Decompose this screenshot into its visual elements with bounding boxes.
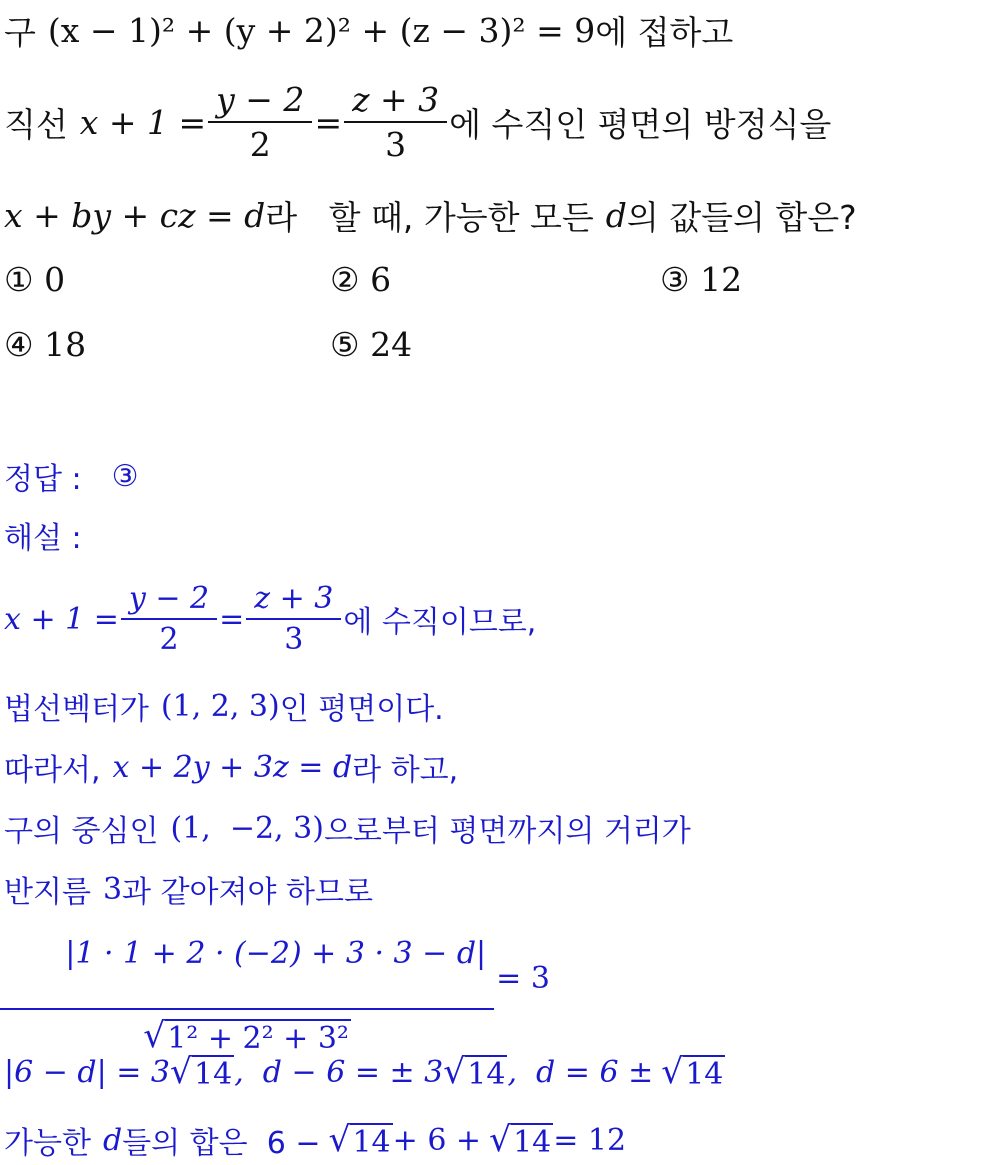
choice-mark: ③ bbox=[660, 260, 690, 299]
choice-2[interactable] bbox=[330, 260, 391, 299]
choice-value: 18 bbox=[44, 325, 87, 364]
choice-5[interactable] bbox=[330, 325, 412, 364]
radical-sign: √ bbox=[661, 1052, 684, 1092]
radicand: 14 bbox=[513, 1125, 552, 1160]
step-plus: + 6 + bbox=[392, 1122, 482, 1158]
fraction-z-numerator: z + 3 bbox=[254, 581, 334, 616]
equals-sign: = bbox=[219, 601, 245, 637]
radical-sign: √ bbox=[443, 1052, 466, 1092]
fraction-z-denominator: 3 bbox=[246, 618, 341, 657]
sphere-center: (1, −2, 3) bbox=[170, 810, 324, 846]
sqrt-icon bbox=[489, 1120, 553, 1160]
distance-rhs: = 3 bbox=[496, 960, 550, 996]
radicand: 14 bbox=[685, 1057, 724, 1092]
variable-d: d bbox=[102, 1122, 123, 1158]
question-line-3 bbox=[4, 192, 857, 238]
question-tail: 에 접하고 bbox=[595, 12, 734, 52]
line-lhs: x + 1 = bbox=[4, 601, 119, 637]
sqrt-icon bbox=[443, 1052, 507, 1092]
solution-step-7 bbox=[4, 1048, 725, 1096]
radical-sign: √ bbox=[143, 1015, 166, 1056]
sqrt-icon bbox=[661, 1052, 725, 1092]
fraction-y-denominator: 2 bbox=[121, 618, 217, 657]
question-lead: 구 bbox=[4, 12, 36, 52]
plane-equation: x + 2y + 3z = d bbox=[112, 749, 353, 785]
choice-value: 6 bbox=[370, 260, 392, 299]
explanation-label: 해설 : bbox=[4, 521, 82, 556]
step-lead: 가능한 bbox=[4, 1126, 91, 1161]
sqrt-icon bbox=[328, 1120, 392, 1160]
fraction-z bbox=[348, 80, 443, 164]
question-tail: 의 값들의 합은? bbox=[626, 197, 857, 237]
choice-mark: ④ bbox=[4, 325, 34, 364]
step-tail: 에 수직이므로, bbox=[343, 605, 537, 640]
radicand: 14 bbox=[352, 1125, 391, 1160]
normal-vector: (1, 2, 3) bbox=[160, 688, 280, 724]
solution-step-4 bbox=[4, 807, 691, 849]
answer-line bbox=[4, 456, 139, 496]
step-tail: 과 같아져야 하므로 bbox=[122, 875, 373, 910]
step-tail: 인 평면이다. bbox=[279, 692, 444, 727]
solution-step-6 bbox=[4, 926, 550, 1056]
fraction-z bbox=[250, 581, 337, 657]
question-line-1 bbox=[4, 8, 733, 52]
line-lead: 직선 bbox=[4, 104, 68, 144]
distance-numerator bbox=[4, 901, 490, 1008]
radical-sign: √ bbox=[328, 1120, 351, 1160]
abs-equation: |6 − d| = 3 bbox=[4, 1054, 171, 1090]
choice-value: 24 bbox=[370, 325, 413, 364]
answer-label: 정답 : bbox=[4, 462, 82, 497]
sphere-equation: (x − 1)² + (y + 2)² + (z − 3)² = 9 bbox=[47, 10, 596, 50]
choice-mark: ⑤ bbox=[330, 325, 360, 364]
choice-value: 0 bbox=[44, 260, 66, 299]
step-tail: 으로부터 평면까지의 거리가 bbox=[323, 814, 691, 849]
final-result: = 12 bbox=[553, 1122, 627, 1158]
question-line-2 bbox=[4, 76, 831, 168]
fraction-y-denominator: 2 bbox=[208, 121, 312, 164]
denominator-radicand: 1² + 2² + 3² bbox=[167, 1020, 349, 1056]
explanation-label-line bbox=[4, 515, 82, 555]
variable-d: d bbox=[605, 195, 627, 235]
d-minus-6: , d − 6 = ± 3 bbox=[234, 1054, 444, 1090]
step-lead: 반지름 bbox=[4, 875, 91, 910]
distance-numerator-text: |1 · 1 + 2 · (−2) + 3 · 3 − d| bbox=[65, 935, 487, 971]
step-lead: 따라서, bbox=[4, 753, 101, 788]
choice-mark: ① bbox=[4, 260, 34, 299]
d-solution: , d = 6 ± bbox=[507, 1054, 654, 1090]
radical-sign: √ bbox=[489, 1120, 512, 1160]
solution-step-1 bbox=[4, 574, 536, 664]
radicand: 14 bbox=[467, 1057, 506, 1092]
step-lead: 법선벡터가 bbox=[4, 692, 149, 727]
solution-step-3 bbox=[4, 746, 458, 788]
radical-sign: √ bbox=[170, 1052, 192, 1092]
fraction-y bbox=[125, 581, 213, 657]
choice-3[interactable] bbox=[660, 260, 742, 299]
answer-value: ③ bbox=[111, 458, 139, 494]
fraction-z-numerator: z + 3 bbox=[352, 80, 440, 119]
choice-value: 12 bbox=[700, 260, 743, 299]
fraction-z-denominator: 3 bbox=[344, 121, 447, 164]
distance-fraction bbox=[4, 901, 490, 1056]
plane-equation: x + by + cz = d bbox=[4, 195, 266, 235]
question-tail: 에 수직인 평면의 방정식을 bbox=[449, 104, 832, 144]
choice-1[interactable] bbox=[4, 260, 65, 299]
line-lhs: x + 1 = bbox=[79, 102, 207, 142]
fraction-y-numerator: y − 2 bbox=[128, 581, 210, 616]
step-mid: 들의 합은 6 − bbox=[122, 1126, 321, 1161]
radicand: 14 bbox=[194, 1057, 233, 1092]
step-lead: 구의 중심인 bbox=[4, 814, 159, 849]
radius-value: 3 bbox=[102, 871, 123, 907]
equals-sign: = bbox=[314, 102, 343, 142]
step-tail: 라 하고, bbox=[352, 753, 459, 788]
solution-step-2 bbox=[4, 685, 444, 727]
question-mid: 라 할 때, 가능한 모든 bbox=[265, 197, 594, 237]
fraction-y-numerator: y − 2 bbox=[216, 80, 305, 119]
sqrt-icon bbox=[170, 1052, 234, 1092]
choice-4[interactable] bbox=[4, 325, 86, 364]
fraction-y bbox=[212, 80, 308, 164]
solution-step-8 bbox=[4, 1116, 626, 1164]
choice-mark: ② bbox=[330, 260, 360, 299]
